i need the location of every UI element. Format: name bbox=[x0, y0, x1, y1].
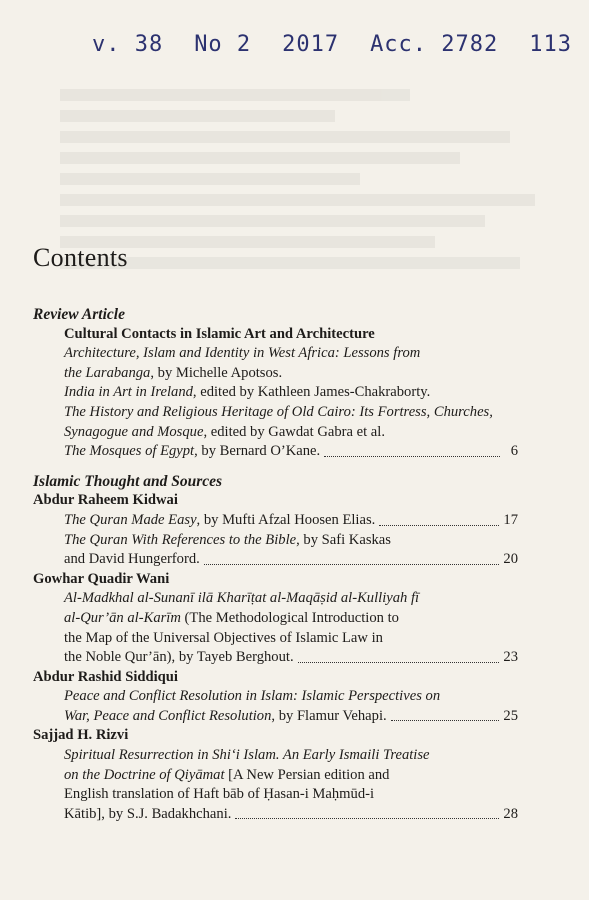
book-title: India in Art in Ireland bbox=[64, 384, 193, 401]
book-line: English translation of Haft bāb of Ḥasan-i Maḥmūd-i bbox=[64, 786, 375, 803]
contents-heading: Contents bbox=[33, 243, 128, 272]
book-title: War, Peace and Conflict Resolution bbox=[64, 707, 272, 724]
book-title: Synagogue and Mosque bbox=[64, 423, 204, 440]
book-author: Kātib], by S.J. Badakhchani. bbox=[64, 805, 232, 822]
hand-acc: Acc. 2782 bbox=[370, 32, 499, 57]
page-number: 6 bbox=[510, 443, 518, 460]
toc-entry[interactable] bbox=[33, 707, 518, 727]
book-description: [A New Persian edition and bbox=[224, 766, 390, 783]
hand-year: 2017 bbox=[282, 32, 340, 57]
toc-entry[interactable] bbox=[33, 805, 518, 825]
reviewer-name: Sajjad H. Rizvi bbox=[33, 727, 129, 744]
book-line bbox=[33, 423, 518, 443]
hand-page: 113 bbox=[529, 32, 572, 57]
toc-entry[interactable] bbox=[33, 511, 518, 531]
reviewer-name: Abdur Raheem Kidwai bbox=[33, 492, 178, 509]
book-author: , by Mufti Afzal Hoosen Elias. bbox=[196, 511, 376, 528]
book-author: , edited by Gawdat Gabra et al. bbox=[203, 423, 385, 440]
book-author: , by Bernard O’Kane. bbox=[194, 443, 321, 460]
book-line: Al-Madkhal al-Sunanī ilā Kharīṭat al-Maqāṣid al-Kulliyah fī bbox=[64, 590, 420, 607]
toc-entry[interactable] bbox=[33, 550, 518, 570]
review-article-title: Cultural Contacts in Islamic Art and Architecture bbox=[64, 325, 375, 342]
toc-entry[interactable] bbox=[33, 648, 518, 668]
book-title: The Quran With References to the Bible bbox=[64, 531, 297, 548]
book-line bbox=[33, 531, 518, 551]
book-line bbox=[33, 383, 518, 403]
page-number: 23 bbox=[503, 649, 518, 666]
book-author: , by Safi Kaskas bbox=[296, 531, 391, 548]
book-title: on the Doctrine of Qiyāmat bbox=[64, 766, 225, 783]
book-author: , edited by Kathleen James-Chakraborty. bbox=[192, 384, 431, 401]
table-of-contents bbox=[33, 305, 518, 824]
dot-leader bbox=[235, 818, 499, 819]
reviewer-name: Abdur Rashid Siddiqui bbox=[33, 668, 178, 685]
dot-leader bbox=[324, 456, 500, 457]
section-review-article: Review Article bbox=[33, 306, 125, 323]
book-line bbox=[33, 766, 518, 786]
book-line: The History and Religious Heritage of Old Cairo: Its Fortress, Churches, bbox=[64, 403, 493, 420]
book-line: the Map of the Universal Objectives of Islamic Law in bbox=[64, 629, 383, 646]
dot-leader bbox=[391, 720, 500, 721]
hand-number: No 2 bbox=[194, 32, 252, 57]
hand-volume: v. 38 bbox=[92, 32, 164, 57]
reviewer-name: Gowhar Quadir Wani bbox=[33, 570, 170, 587]
book-line: Peace and Conflict Resolution in Islam: Islamic Perspectives on bbox=[64, 688, 441, 705]
page-number: 17 bbox=[503, 511, 518, 528]
dot-leader bbox=[204, 564, 500, 565]
book-line: Architecture, Islam and Identity in West Africa: Lessons from bbox=[64, 345, 421, 362]
page-number: 28 bbox=[503, 805, 518, 822]
dot-leader bbox=[298, 662, 500, 663]
book-author: , by Michelle Apotsos. bbox=[150, 364, 283, 381]
book-author: and David Hungerford. bbox=[64, 551, 200, 568]
handwritten-annotation bbox=[92, 32, 572, 57]
book-title: al-Qur’ān al-Karīm bbox=[64, 609, 181, 626]
page-number: 20 bbox=[503, 551, 518, 568]
book-line bbox=[33, 364, 518, 384]
book-author: the Noble Qur’ān), by Tayeb Berghout. bbox=[64, 649, 294, 666]
book-description: (The Methodological Introduction to bbox=[180, 609, 399, 626]
section-islamic-thought: Islamic Thought and Sources bbox=[33, 472, 223, 490]
book-line bbox=[33, 609, 518, 629]
toc-entry[interactable] bbox=[33, 442, 518, 462]
book-author: , by Flamur Vehapi. bbox=[271, 707, 387, 724]
book-title: The Mosques of Egypt bbox=[64, 443, 195, 460]
dot-leader bbox=[379, 525, 499, 526]
page-number: 25 bbox=[503, 707, 518, 724]
book-title: The Quran Made Easy bbox=[64, 511, 197, 528]
book-line: Spiritual Resurrection in Shi‘i Islam. An Early Ismaili Treatise bbox=[64, 747, 430, 764]
book-title: the Larabanga bbox=[64, 364, 151, 381]
